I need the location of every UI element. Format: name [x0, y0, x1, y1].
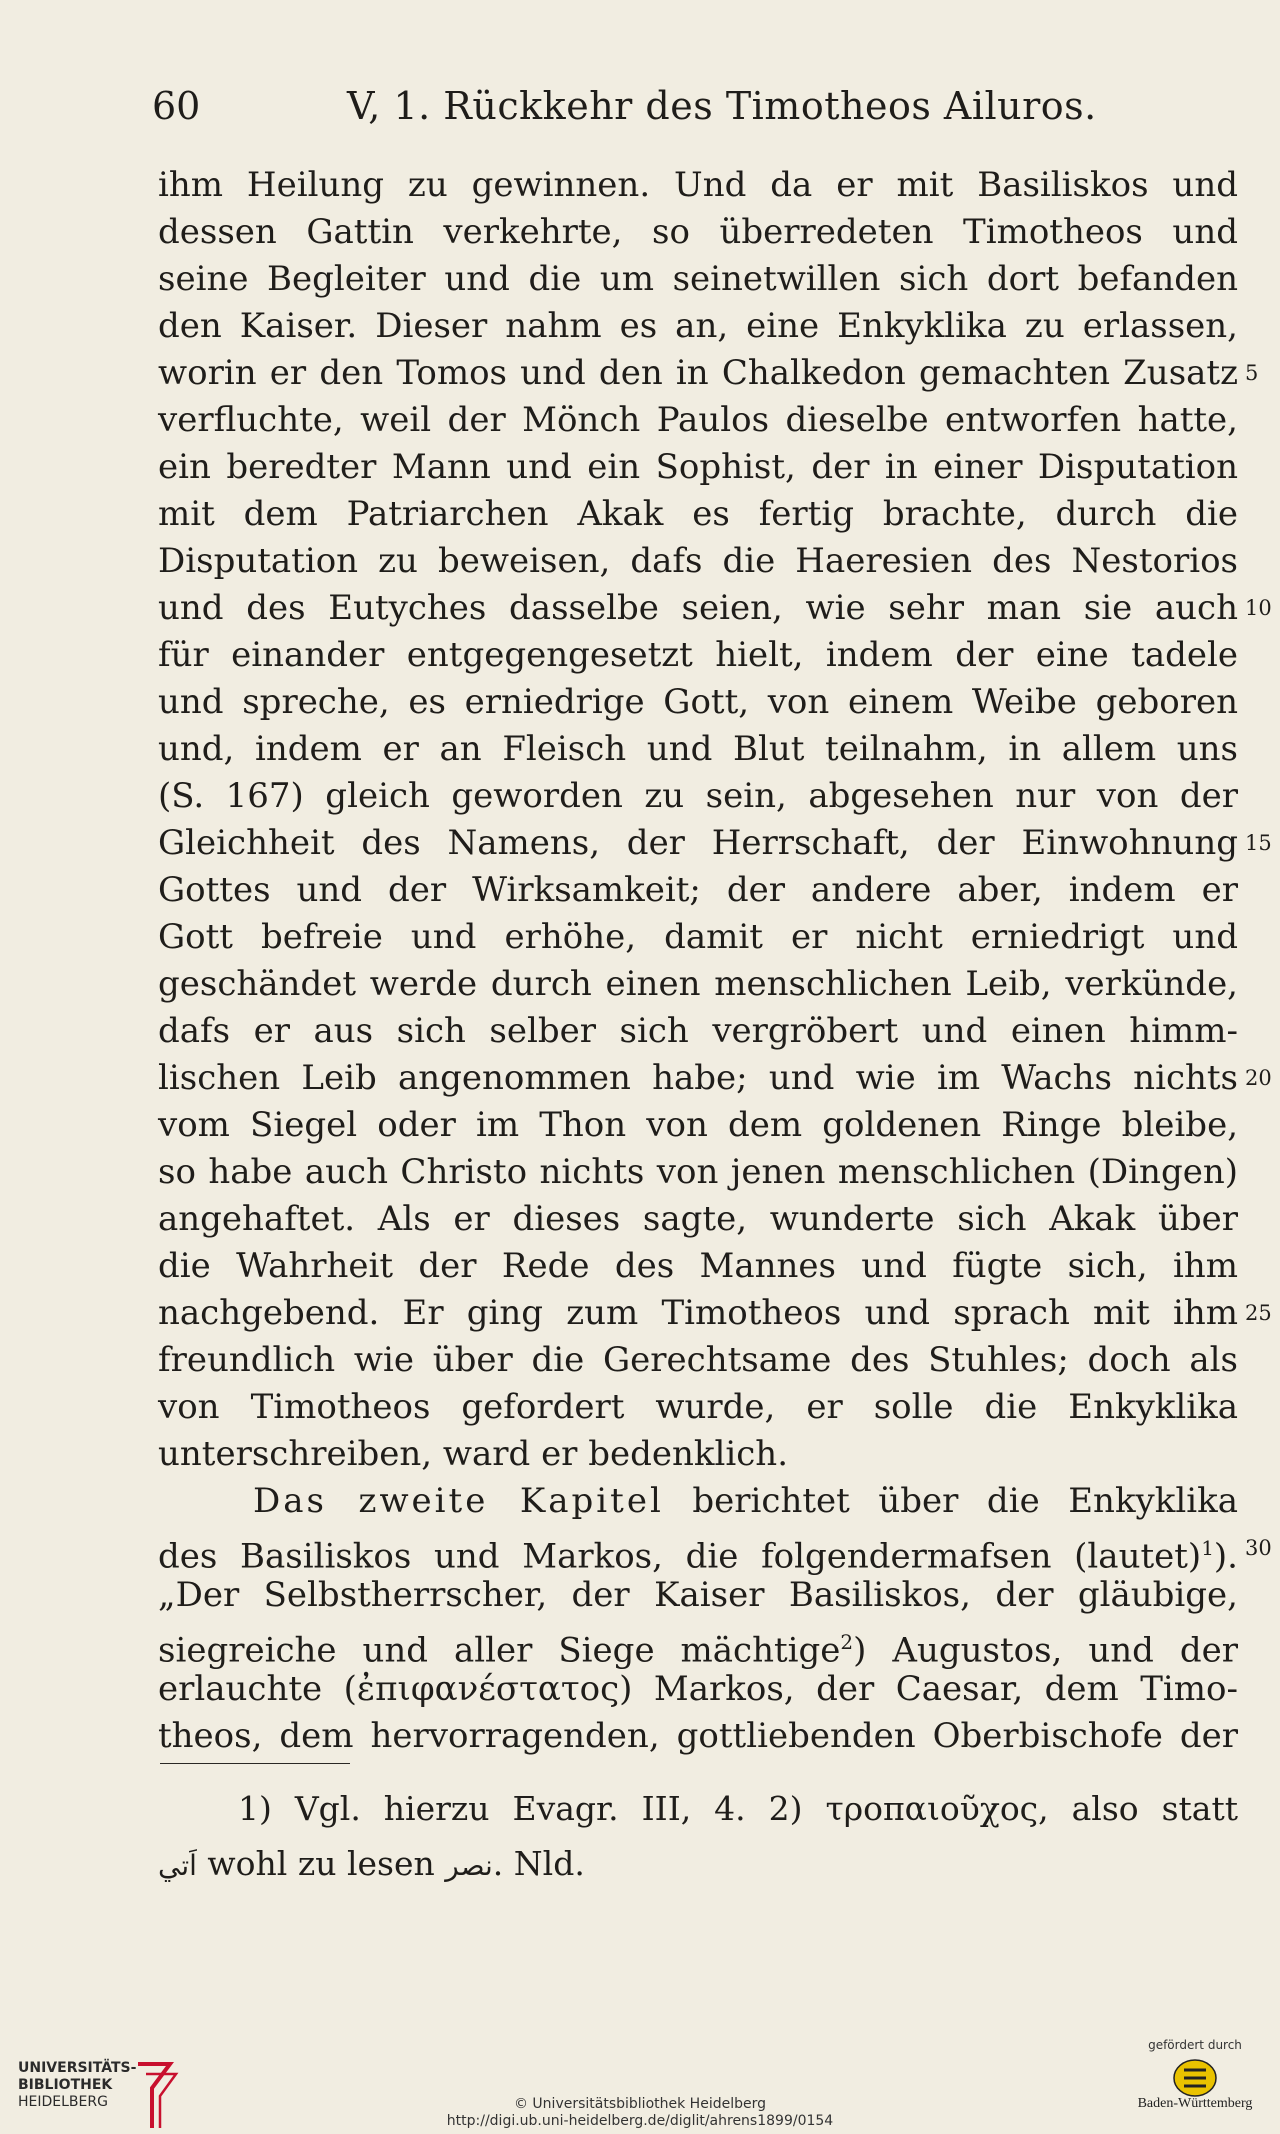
text-line: lischen Leib angenommen habe; und wie im Wachs nichts	[158, 1058, 1238, 1098]
text-line: angehaftet. Als er dieses sagte, wunderte sich Akak über	[158, 1199, 1238, 1239]
line-number: 30	[1245, 1536, 1272, 1560]
text-line: und, indem er an Fleisch und Blut teilnahm, in allem uns	[158, 729, 1238, 769]
text-line: erlauchte (ἐπιφανέστατος) Markos, der Caesar, dem Timo-	[158, 1669, 1238, 1709]
text-line: geschändet werde durch einen menschlichen Leib, verkünde,	[158, 964, 1238, 1004]
text-line: Gleichheit des Namens, der Herrschaft, der Einwohnung	[158, 823, 1238, 863]
text-line: die Wahrheit der Rede des Mannes und fügte sich, ihm	[158, 1246, 1238, 1286]
permalink-url[interactable]: http://digi.ub.uni-heidelberg.de/diglit/ahrens1899/0154	[446, 2113, 834, 2129]
text-line	[253, 1478, 1238, 1525]
library-name: UNIVERSITÄTS-	[18, 2060, 137, 2076]
sponsor-label: gefördert durch	[1148, 2038, 1242, 2052]
text-line: (S. 167) gleich geworden zu sein, abgesehen nur von der	[158, 776, 1238, 816]
text-line: von Timotheos gefordert wurde, er solle die Enkyklika	[158, 1387, 1238, 1427]
text-line: und des Eutyches dasselbe seien, wie sehr man sie auch	[158, 588, 1238, 628]
text-line: dafs er aus sich selber sich vergröbert und einen himm-	[158, 1011, 1238, 1051]
footnote-ref[interactable]: 1	[1201, 1536, 1214, 1560]
sponsor-block	[1120, 2038, 1270, 2112]
arabic-word: اَتي	[158, 1849, 197, 1882]
library-name: HEIDELBERG	[18, 2094, 108, 2110]
text-line: theos, dem hervorragenden, gottliebenden Oberbischofe der	[158, 1716, 1238, 1756]
text-span: ) Augustos, und der	[853, 1630, 1238, 1671]
text-span: wohl zu lesen	[196, 1844, 446, 1883]
text-line: und spreche, es erniedrige Gott, von einem Weibe geboren	[158, 682, 1238, 722]
digitization-footer	[0, 2020, 1280, 2134]
text-line: mit dem Patriarchen Akak es fertig brachte, durch die	[158, 494, 1238, 534]
text-span: siegreiche und aller Siege mächtige	[158, 1630, 841, 1671]
text-line: unterschreiben, ward er bedenklich.	[158, 1434, 789, 1474]
sponsor-name: Baden-Württemberg	[1137, 2096, 1253, 2111]
running-title: V, 1. Rückkehr des Timotheos Ailuros.	[347, 84, 1097, 128]
text-line: worin er den Tomos und den in Chalkedon gemachten Zusatz	[158, 353, 1238, 393]
text-span: des Basiliskos und Markos, die folgendermafsen (lautet)	[158, 1536, 1202, 1577]
footnote-ref[interactable]: 2	[840, 1630, 854, 1654]
page-header	[152, 80, 1232, 130]
text-line: den Kaiser. Dieser nahm es an, eine Enkyklika zu erlassen,	[158, 306, 1238, 346]
copyright-text: © Universitätsbibliothek Heidelberg	[513, 2096, 766, 2112]
spaced-phrase: Das zweite Kapitel	[253, 1481, 664, 1521]
text-line: vom Siegel oder im Thon von dem goldenen Ringe bleibe,	[158, 1105, 1238, 1145]
footnote-divider	[160, 1763, 350, 1764]
line-number: 20	[1245, 1066, 1272, 1090]
text-line: seine Begleiter und die um seinetwillen sich dort befanden	[158, 259, 1238, 299]
text-line: dessen Gattin verkehrte, so überredeten Timotheos und	[158, 212, 1238, 252]
text-line: Disputation zu beweisen, dafs die Haeresien des Nestorios	[158, 541, 1238, 581]
text-span: berichtet über die Enkyklika	[663, 1481, 1238, 1521]
page-number: 60	[152, 84, 201, 128]
footnote-line	[158, 1840, 1238, 1888]
text-line: ihm Heilung zu gewinnen. Und da er mit Basiliskos und	[158, 165, 1238, 205]
text-line: ein beredter Mann und ein Sophist, der in einer Disputation	[158, 447, 1238, 487]
library-name: BIBLIOTHEK	[18, 2077, 113, 2093]
line-number: 15	[1245, 831, 1272, 855]
coat-of-arms-icon	[1172, 2058, 1218, 2098]
arabic-word: نصر	[445, 1849, 493, 1882]
line-number: 10	[1245, 596, 1272, 620]
text-line	[158, 1619, 1238, 1671]
text-line: so habe auch Christo nichts von jenen menschlichen (Dingen)	[158, 1152, 1238, 1192]
text-span: . Nld.	[492, 1844, 585, 1883]
text-line: nachgebend. Er ging zum Timotheos und sprach mit ihm	[158, 1293, 1238, 1333]
line-number: 25	[1245, 1301, 1272, 1325]
copyright-block	[0, 2096, 1280, 2130]
line-number: 5	[1245, 361, 1259, 385]
text-line: freundlich wie über die Gerechtsame des Stuhles; doch als	[158, 1340, 1238, 1380]
text-line: Gott befreie und erhöhe, damit er nicht erniedrigt und	[158, 917, 1238, 957]
text-line: Gottes und der Wirksamkeit; der andere aber, indem er	[158, 870, 1238, 910]
text-span: ).	[1213, 1536, 1238, 1577]
text-line: „Der Selbstherrscher, der Kaiser Basiliskos, der gläubige,	[158, 1575, 1238, 1615]
text-line: verfluchte, weil der Mönch Paulos dieselbe entworfen hatte,	[158, 400, 1238, 440]
text-line: für einander entgegengesetzt hielt, indem der eine tadele	[158, 635, 1238, 675]
text-line	[158, 1525, 1238, 1577]
footnote-line: 1) Vgl. hierzu Evagr. III, 4. 2) τροπαιοῦχος, also statt	[238, 1789, 1238, 1828]
